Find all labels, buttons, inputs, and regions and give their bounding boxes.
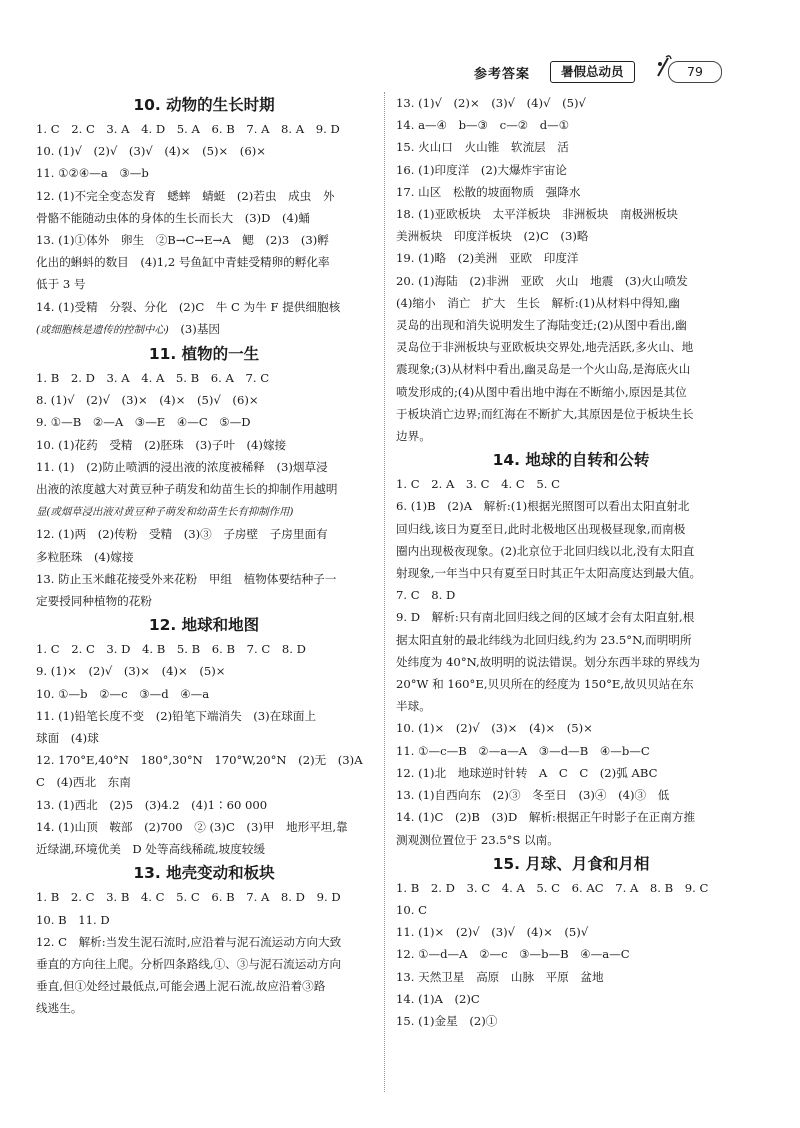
answer-line: 10. ①—b ②—c ③—d ④—a [36, 686, 210, 701]
answer-line-tail: (3)基因 [168, 321, 221, 336]
answer-line: 15. (1)金星 (2)① [396, 1013, 498, 1028]
answer-line: 处纬度为 40°N,故明明的说法错误。划分东西半球的界线为 [396, 654, 700, 669]
answer-line: 回归线,该日为夏至日,此时北极地区出现极昼现象,而南极 [396, 521, 686, 536]
answer-line: 13. (1)√ (2)× (3)√ (4)√ (5)√ [396, 96, 586, 110]
answer-line: 于板块消亡边界;而红海在不断扩大,其原因是位于板块生长 [396, 406, 694, 421]
answer-note: (或细胞核是遗传的控制中心) [36, 323, 169, 336]
answer-section [36, 341, 372, 612]
answer-line: 13. (1)自西向东 (2)③ 冬至日 (3)④ (4)③ 低 [396, 788, 670, 803]
answer-line: 13. 防止玉米雌花接受外来花粉 甲组 植物体要结种子一 [36, 571, 337, 586]
answer-line: C (4)西北 东南 [36, 775, 131, 790]
answer-line: 1. B 2. D 3. C 4. A 5. C 6. AC 7. A 8. B 9. C [396, 880, 709, 895]
answer-line: 据太阳直射的最北纬线为北回归线,约为 23.5°N,而明明所 [396, 632, 692, 647]
answer-line: 12. ①—d—A ②—c ③—b—B ④—a—C [396, 947, 630, 962]
answer-line: 10. C [396, 902, 427, 917]
section-title: 15. 月球、月食和月相 [492, 854, 650, 873]
answer-line: 1. C 2. C 3. A 4. D 5. A 6. B 7. A 8. A 9. D [36, 122, 340, 136]
answer-section [36, 612, 372, 860]
section-title: 11. 植物的一生 [148, 345, 260, 364]
answer-line: 1. C 2. A 3. C 4. C 5. C [396, 477, 560, 492]
answer-line: 1. C 2. C 3. D 4. B 5. B 6. B 7. C 8. D [36, 642, 306, 657]
book-title: 暑假总动员 [550, 61, 635, 83]
answer-line: 9. D 解析:只有南北回归线之间的区域才会有太阳直射,根 [396, 610, 695, 625]
answer-line: 7. C 8. D [396, 588, 456, 603]
answer-line: 20. (1)海陆 (2)非洲 亚欧 火山 地震 (3)火山喷发 [396, 273, 688, 288]
answer-line: 11. ①—c—B ②—a—A ③—d—B ④—b—C [396, 743, 650, 758]
answer-line: 12. (1)两 (2)传粉 受精 (3)③ 子房壁 子房里面有 [36, 527, 328, 542]
answer-line: 垂直的方向往上爬。分析四条路线,①、③与泥石流运动方向 [36, 956, 342, 971]
answer-line: 定要授同种植物的花粉 [36, 594, 152, 609]
answer-line [36, 500, 372, 523]
answer-line: 10. (1)× (2)√ (3)× (4)× (5)× [396, 721, 593, 736]
answer-note: 显(或烟草浸出液对黄豆种子萌发和幼苗生长有抑制作用) [36, 506, 294, 519]
section-title: 12. 地球和地图 [148, 616, 260, 635]
answer-line: 14. (1)山顶 鞍部 (2)700 ② (3)C (3)甲 地形平坦,靠 [36, 819, 348, 834]
answer-line: 9. ①—B ②—A ③—E ④—C ⑤—D [36, 415, 251, 430]
answer-line: 10. B 11. D [36, 912, 110, 927]
answer-line: 12. 170°E,40°N 180°,30°N 170°W,20°N (2)无 (3)A [36, 753, 363, 768]
answer-line: 13. (1)西北 (2)5 (3)4.2 (4)1∶60 000 [36, 797, 268, 812]
answer-line: 10. (1)花药 受精 (2)胚珠 (3)子叶 (4)嫁接 [36, 437, 287, 452]
answer-line: 垂直,但①处经过最低点,可能会遇上泥石流,故应沿着③路 [36, 979, 326, 994]
answer-line: 13. 天然卫星 高原 山脉 平原 盆地 [396, 969, 604, 984]
answer-line: 18. (1)亚欧板块 太平洋板块 非洲板块 南极洲板块 [396, 207, 679, 222]
answer-line: 14. (1)A (2)C [396, 991, 480, 1006]
answer-line: 圈内出现极夜现象。(2)北京位于北回归线以北,没有太阳直 [396, 543, 695, 558]
answer-line: 1. B 2. D 3. A 4. A 5. B 6. A 7. C [36, 371, 270, 386]
answer-line: 12. (1)北 地球逆时针转 A C C (2)弧 ABC [396, 765, 658, 780]
header-label: 参考答案 [474, 67, 531, 82]
answer-line: 多粒胚珠 (4)嫁接 [36, 549, 134, 564]
answer-line: 11. (1) (2)防止喷洒的浸出液的浓度被稀释 (3)烟草浸 [36, 459, 328, 474]
answer-line: 14. a—④ b—③ c—② d—① [396, 118, 570, 133]
answer-line: 8. (1)√ (2)√ (3)× (4)× (5)√ (6)× [36, 393, 259, 408]
answer-line: 6. (1)B (2)A 解析:(1)根据光照图可以看出太阳直射北 [396, 499, 690, 514]
answer-line: 灵岛位于非洲板块与亚欧板块交界处,地壳活跃,多火山、地 [396, 340, 694, 355]
answer-line: 线逃生。 [36, 1001, 83, 1016]
answer-line: (4)缩小 消亡 扩大 生长 解析:(1)从材料中得知,幽 [396, 295, 680, 310]
answer-line: 17. 山区 松散的坡面物质 强降水 [396, 184, 581, 199]
right-column [396, 92, 746, 1032]
answer-line: 14. (1)C (2)B (3)D 解析:根据正午时影子在正南方推 [396, 810, 696, 825]
answer-line: 喷发形成的;(4)从图中看出地中海在不断缩小,原因是其位 [396, 384, 687, 399]
answer-line: 13. (1)①体外 卵生 ②B→C→E→A 鳃 (2)3 (3)孵 [36, 233, 329, 248]
section-title: 10. 动物的生长时期 [133, 96, 275, 114]
answer-line: 震现象;(3)从材料中看出,幽灵岛是一个火山岛,是海底火山 [396, 362, 691, 377]
answer-line: 20°W 和 160°E,贝贝所在的经度为 150°E,故贝贝站在东 [396, 677, 694, 692]
page-header [468, 58, 728, 88]
answer-line: 球面 (4)球 [36, 731, 99, 746]
answer-section [396, 92, 746, 447]
answer-line: 16. (1)印度洋 (2)大爆炸宇宙论 [396, 162, 567, 177]
answer-line: 低于 3 号 [36, 277, 86, 292]
answer-line: 边界。 [396, 429, 431, 444]
answer-line: 19. (1)略 (2)美洲 亚欧 印度洋 [396, 251, 579, 266]
page-number: 79 [668, 61, 722, 83]
answer-line: 14. (1)受精 分裂、分化 (2)C 牛 C 为牛 F 提供细胞核 [36, 299, 341, 314]
answer-line: 骨骼不能随动虫体的身体的生长而长大 (3)D (4)蛹 [36, 210, 311, 225]
answer-line [36, 318, 372, 341]
left-column [36, 92, 372, 1020]
answer-line: 化出的蝌蚪的数目 (4)1,2 号鱼缸中青蛙受精卵的孵化率 [36, 255, 330, 270]
answer-line: 12. C 解析:当发生泥石流时,应沿着与泥石流运动方向大致 [36, 934, 342, 949]
column-divider [384, 92, 385, 1092]
answer-line: 射现象,一年当中只有夏至日时其正午太阳高度达到最大值。 [396, 566, 702, 581]
answer-line: 15. 火山口 火山锥 软流层 活 [396, 140, 569, 155]
answer-line: 半球。 [396, 699, 431, 714]
answer-section [36, 860, 372, 1019]
section-title: 14. 地球的自转和公转 [492, 451, 650, 470]
section-title: 13. 地壳变动和板块 [133, 864, 275, 883]
answer-line: 美洲板块 印度洋板块 (2)C (3)略 [396, 229, 589, 244]
answer-section [396, 851, 746, 1032]
answer-line: 11. ①②④—a ③—b [36, 166, 149, 181]
answer-line: 11. (1)铅笔长度不变 (2)铅笔下端消失 (3)在球面上 [36, 708, 317, 723]
answer-line: 出液的浓度越大对黄豆种子萌发和幼苗生长的抑制作用越明 [36, 482, 338, 497]
answer-line: 灵岛的出现和消失说明发生了海陆变迁;(2)从图中看出,幽 [396, 318, 687, 333]
answer-line: 12. (1)不完全变态发育 蟋蟀 蜻蜓 (2)若虫 成虫 外 [36, 188, 335, 203]
answer-line: 11. (1)× (2)√ (3)√ (4)× (5)√ [396, 925, 589, 940]
answer-line: 近绿湖,环境优美 D 处等高线稀疏,坡度较缓 [36, 842, 266, 857]
answer-line: 10. (1)√ (2)√ (3)√ (4)× (5)× (6)× [36, 144, 266, 159]
answer-line: 测观测位置位于 23.5°S 以南。 [396, 832, 559, 847]
answer-section [36, 92, 372, 341]
answer-line: 9. (1)× (2)√ (3)× (4)× (5)× [36, 664, 226, 679]
answer-section [396, 447, 746, 850]
answer-line: 1. B 2. C 3. B 4. C 5. C 6. B 7. A 8. D 9. D [36, 890, 341, 905]
